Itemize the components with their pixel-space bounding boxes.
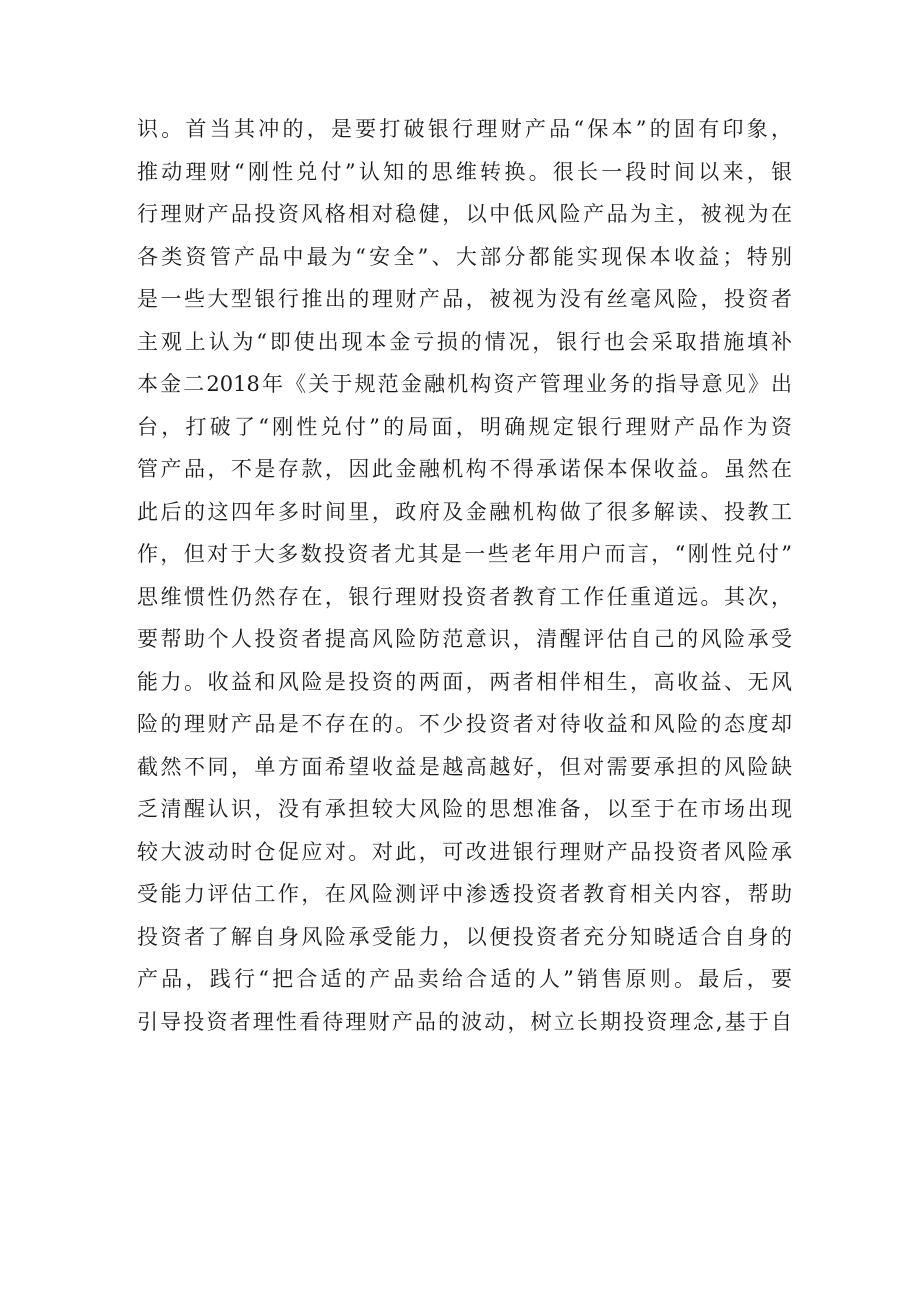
text-line-20: 投资者了解自身风险承受能力，以便投资者充分知晓适合自身的 (137, 924, 792, 949)
text-line-18: 较大波动时仓促应对。对此，可改进银行理财产品投资者风险承 (137, 839, 792, 864)
text-line-11: 作，但对于大多数投资者尤其是一些老年用户而言，“刚性兑付” (137, 542, 792, 566)
body-paragraph (137, 108, 792, 1043)
text-line-12: 思维惯性仍然存在，银行理财投资者教育工作任重道远。其次， (137, 584, 792, 609)
text-line-13: 要帮助个人投资者提高风险防范意识，清醒评估自己的风险承受 (137, 627, 792, 651)
text-line-10: 此后的这四年多时间里，政府及金融机构做了很多解读、投教工 (137, 499, 792, 524)
text-line-14: 能力。收益和风险是投资的两面，两者相伴相生，高收益、无风 (137, 669, 792, 694)
text-line-4: 各类资管产品中最为“安全”、大部分都能实现保本收益；特别 (137, 244, 792, 269)
text-line-17: 乏清醒认识，没有承担较大风险的思想准备，以至于在市场出现 (137, 797, 792, 821)
text-line-15: 险的理财产品是不存在的。不少投资者对待收益和风险的态度却 (137, 712, 792, 736)
text-line-21: 产品，践行“把合适的产品卖给合适的人”销售原则。最后，要 (137, 967, 792, 991)
text-line-22: 引导投资者理性看待理财产品的波动，树立长期投资理念,基于自 (137, 1009, 792, 1034)
text-line-8: 台，打破了“刚性兑付”的局面，明确规定银行理财产品作为资 (137, 414, 792, 439)
text-line-6: 主观上认为“即使出现本金亏损的情况，银行也会采取措施填补 (137, 329, 792, 354)
text-line-1: 识。首当其冲的，是要打破银行理财产品“保本”的固有印象， (137, 117, 792, 141)
text-line-16: 截然不同，单方面希望收益是越高越好，但对需要承担的风险缺 (137, 754, 792, 779)
text-line-2: 推动理财“刚性兑付”认知的思维转换。很长一段时间以来，银 (137, 159, 792, 184)
text-line-5: 是一些大型银行推出的理财产品，被视为没有丝毫风险，投资者 (137, 287, 792, 311)
text-line-3: 行理财产品投资风格相对稳健，以中低风险产品为主，被视为在 (137, 202, 792, 226)
text-line-9: 管产品，不是存款，因此金融机构不得承诺保本保收益。虽然在 (137, 457, 792, 481)
text-line-7: 本金二2018年《关于规范金融机构资产管理业务的指导意见》出 (137, 372, 792, 396)
text-line-19: 受能力评估工作，在风险测评中渗透投资者教育相关内容，帮助 (137, 882, 792, 906)
